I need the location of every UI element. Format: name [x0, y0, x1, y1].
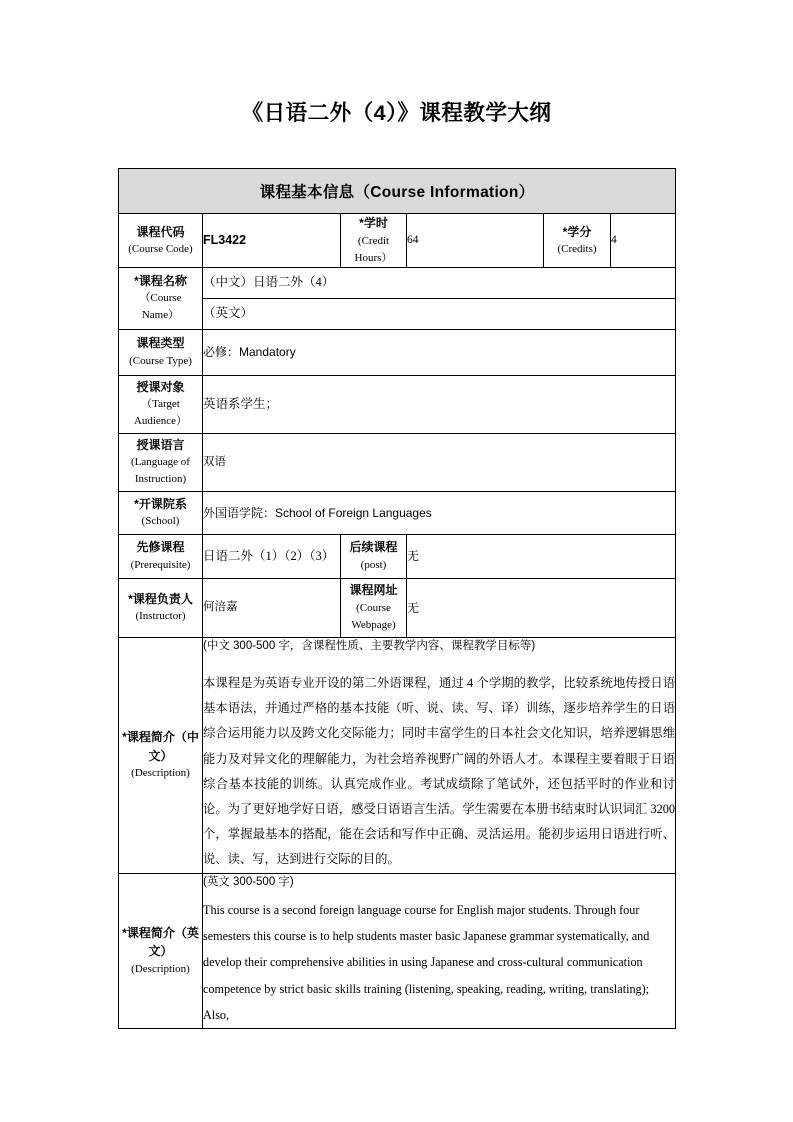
label-target-audience-en-2: Audience）: [133, 415, 188, 428]
label-description-cn-line2: 文）: [148, 748, 173, 763]
label-course-code: [119, 214, 203, 268]
label-credits-cn: *学分: [562, 224, 592, 239]
label-course-webpage-en-1: (Course: [356, 601, 391, 614]
value-course-name-cn: （中文）日语二外（4）: [203, 267, 676, 298]
label-description-en-line2: 文）: [148, 944, 173, 959]
label-description-cn-line1: *课程简介（中: [122, 730, 199, 744]
table-header-row: [119, 169, 676, 214]
label-description-cn-en: (Description): [131, 767, 190, 780]
value-credit-hours: 64: [407, 214, 544, 268]
label-language-en-1: (Language of: [131, 456, 190, 469]
value-language-of-instruction: 双语: [203, 433, 676, 491]
label-post-course: [341, 534, 407, 578]
table-row-course-type: [119, 329, 676, 375]
label-course-webpage: [341, 578, 407, 637]
value-course-name-en: （英文）: [203, 298, 676, 329]
label-language-of-instruction: [119, 433, 203, 491]
table-row-instructor: [119, 578, 676, 637]
label-instructor-en: (Instructor): [135, 610, 186, 623]
value-target-audience: 英语系学生；: [203, 375, 676, 433]
table-row-course-name-cn: [119, 267, 676, 298]
label-target-audience-cn: 授课对象: [136, 379, 185, 394]
table-row-target-audience: [119, 375, 676, 433]
value-prerequisite: 日语二外（1）（2）（3）: [203, 534, 341, 578]
label-description-cn: [119, 637, 203, 873]
label-course-code-en: (Course Code): [128, 243, 193, 256]
value-school: 外国语学院：School of Foreign Languages: [203, 491, 676, 534]
description-cn-note: (中文 300-500 字，含课程性质、主要教学内容、课程教学目标等): [203, 639, 536, 652]
label-credit-hours: [341, 214, 407, 268]
label-instructor: [119, 578, 203, 637]
label-description-en-line1: *课程简介（英: [122, 925, 199, 940]
label-school-en: (School): [141, 515, 180, 528]
label-course-name: [119, 267, 203, 329]
label-target-audience-en-1: （Target: [141, 398, 180, 411]
label-course-type-en: (Course Type): [129, 354, 192, 367]
label-course-type: [119, 329, 203, 375]
value-description-cn: [203, 637, 676, 873]
label-course-name-cn: *课程名称: [134, 273, 187, 288]
description-en-note: (英文 300-500 字): [203, 875, 294, 888]
label-prerequisite-en: (Prerequisite): [130, 558, 191, 571]
table-row-course-name-en: [119, 298, 676, 329]
table-row-prerequisite: [119, 534, 676, 578]
label-credits: [544, 214, 611, 268]
value-course-type: 必修：Mandatory: [203, 329, 676, 375]
label-target-audience: [119, 375, 203, 433]
label-school: [119, 491, 203, 534]
label-prerequisite-cn: 先修课程: [136, 540, 185, 555]
value-instructor: 何涪嘉: [203, 578, 341, 637]
page-title: 《日语二外（4）》课程教学大纲: [241, 101, 552, 125]
label-course-type-cn: 课程类型: [136, 336, 185, 351]
table-row-description-cn: [119, 637, 676, 873]
table-row-school: [119, 491, 676, 534]
course-information-table: [118, 168, 676, 1029]
label-credit-hours-en-2: Hours）: [354, 251, 393, 264]
label-course-webpage-cn: 课程网址: [349, 583, 398, 598]
value-post-course: 无: [407, 534, 676, 578]
value-description-en: [203, 873, 676, 1028]
table-row-course-code: [119, 214, 676, 268]
label-course-code-cn: 课程代码: [136, 224, 185, 239]
label-instructor-cn: *课程负责人: [128, 591, 193, 606]
table-row-description-en: [119, 873, 676, 1028]
description-en-body: This course is a second foreign language course for English major students. Through four semesters this course is to help students master basic Japanese grammar systematically, and develop their comprehensive abilities in using Japanese and cross-cultural communication competence by strict basic skills training (listening, speaking, reading, writing, translating); Also,: [203, 902, 650, 1022]
label-course-webpage-en-2: Webpage): [351, 618, 396, 631]
description-cn-body: 本课程是为英语专业开设的第二外语课程，通过 4 个学期的教学，比较系统地传授日语基本语法，并通过严格的基本技能（听、说、读、写、译）训练，逐步培养学生的日语综合运用能力以及跨文化交际能力；同时丰富学生的日本社会文化知识，培养逻辑思维能力及对异文化的理解能力，为社会培养视野广阔的外语人才。本课程主要着眼于日语综合基本技能的训练。认真完成作业。考试成绩除了笔试外，还包括平时的作业和讨论。为了更好地学好日语，感受日语语言生活。学生需要在本册书结束时认识词汇 3200 个，掌握最基本的搭配，能在会话和写作中正确、灵活运用。能初步运用日语进行听、说、读、写，达到进行交际的目的。: [203, 675, 676, 867]
label-language-en-2: Instruction): [134, 473, 187, 486]
label-course-name-en-2: Name）: [141, 309, 180, 322]
value-course-webpage: 无: [407, 578, 676, 637]
value-course-code: FL3422: [203, 214, 341, 268]
label-description-en-en: (Description): [131, 962, 190, 975]
table-row-language: [119, 433, 676, 491]
label-credit-hours-en-1: (Credit: [357, 234, 390, 247]
value-credits: 4: [611, 214, 676, 268]
label-post-course-cn: 后续课程: [349, 540, 398, 555]
label-prerequisite: [119, 534, 203, 578]
label-language-cn: 授课语言: [136, 437, 185, 452]
table-header-title: 课程基本信息（Course Information）: [119, 169, 676, 214]
label-credit-hours-cn: *学时: [359, 216, 388, 230]
label-credits-en: (Credits): [557, 243, 597, 256]
label-description-en: [119, 873, 203, 1028]
label-school-cn: *开课院系: [134, 496, 187, 511]
label-course-name-en-1: （Course: [139, 292, 182, 305]
label-post-course-en: (post): [360, 558, 387, 571]
